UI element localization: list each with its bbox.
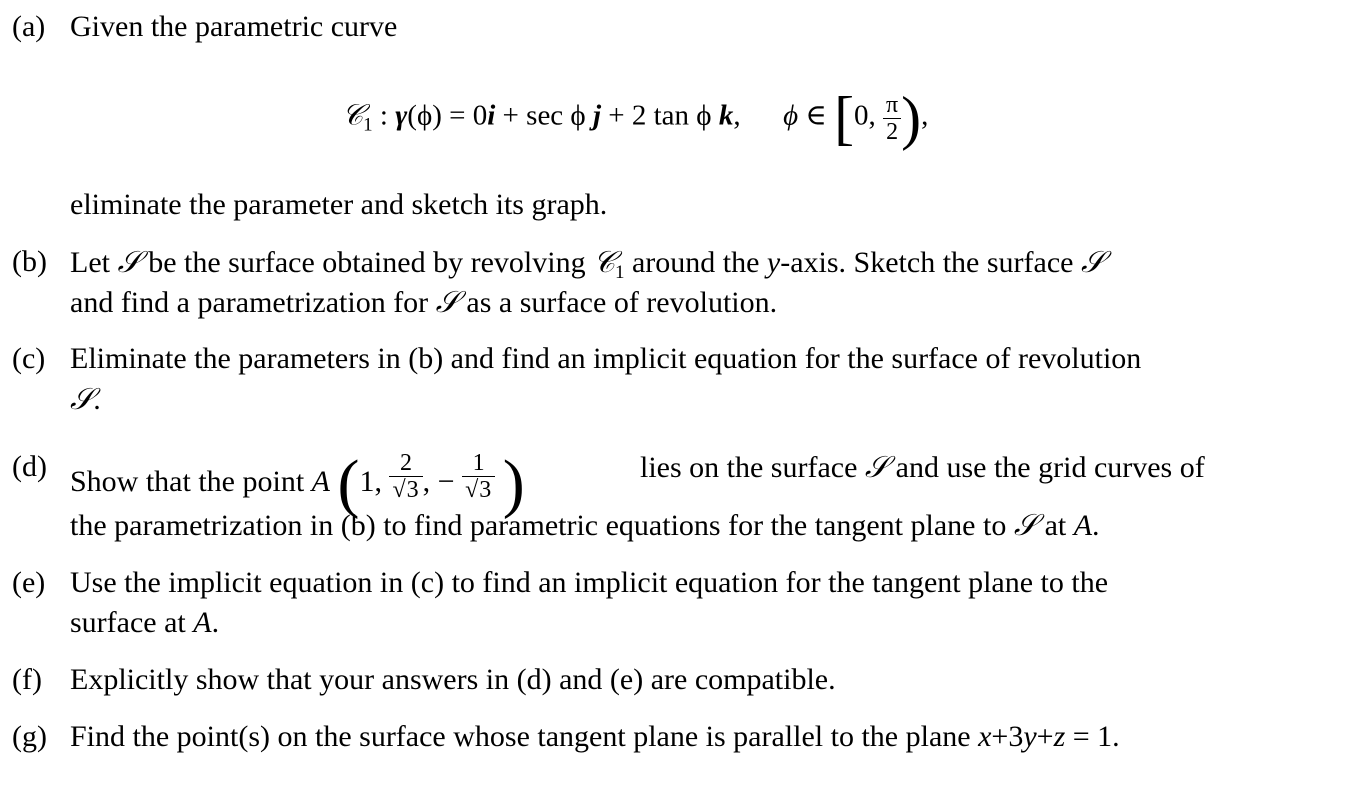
one-over-root-three: $\frac{1}{√3}$ xyxy=(462,450,495,503)
item-d-line2: the parametrization in (b) to find parametric equations for the tangent plane to 𝒮 at A. xyxy=(70,508,1100,543)
item-g-label: (g) xyxy=(12,720,47,753)
item-a-equation: 𝒞$_1$ : γ(ϕ) = 0i + sec ϕ j + 2 tan ϕ k, ϕ ∈ [0, $\frac{\pi}{2}$ ), xyxy=(342,85,929,151)
item-d-label: (d) xyxy=(12,450,47,483)
item-f-label: (f) xyxy=(12,663,42,696)
item-e-line2: surface at A. xyxy=(70,606,220,639)
item-c-label: (c) xyxy=(12,342,46,375)
item-a-tail: eliminate the parameter and sketch its graph. xyxy=(70,188,608,221)
item-e-label: (e) xyxy=(12,566,46,599)
item-b-label: (b) xyxy=(12,245,47,278)
item-a-intro: Given the parametric curve xyxy=(70,10,398,43)
item-a-label: (a) xyxy=(12,10,46,43)
item-b-line2: and find a parametrization for 𝒮 as a surface of revolution. xyxy=(70,285,778,320)
item-c-line2: 𝒮. xyxy=(70,382,101,417)
pi-over-two-fraction: $\frac{\pi}{2}$ xyxy=(883,92,901,145)
two-over-root-three: $\frac{2}{√3}$ xyxy=(389,450,422,503)
